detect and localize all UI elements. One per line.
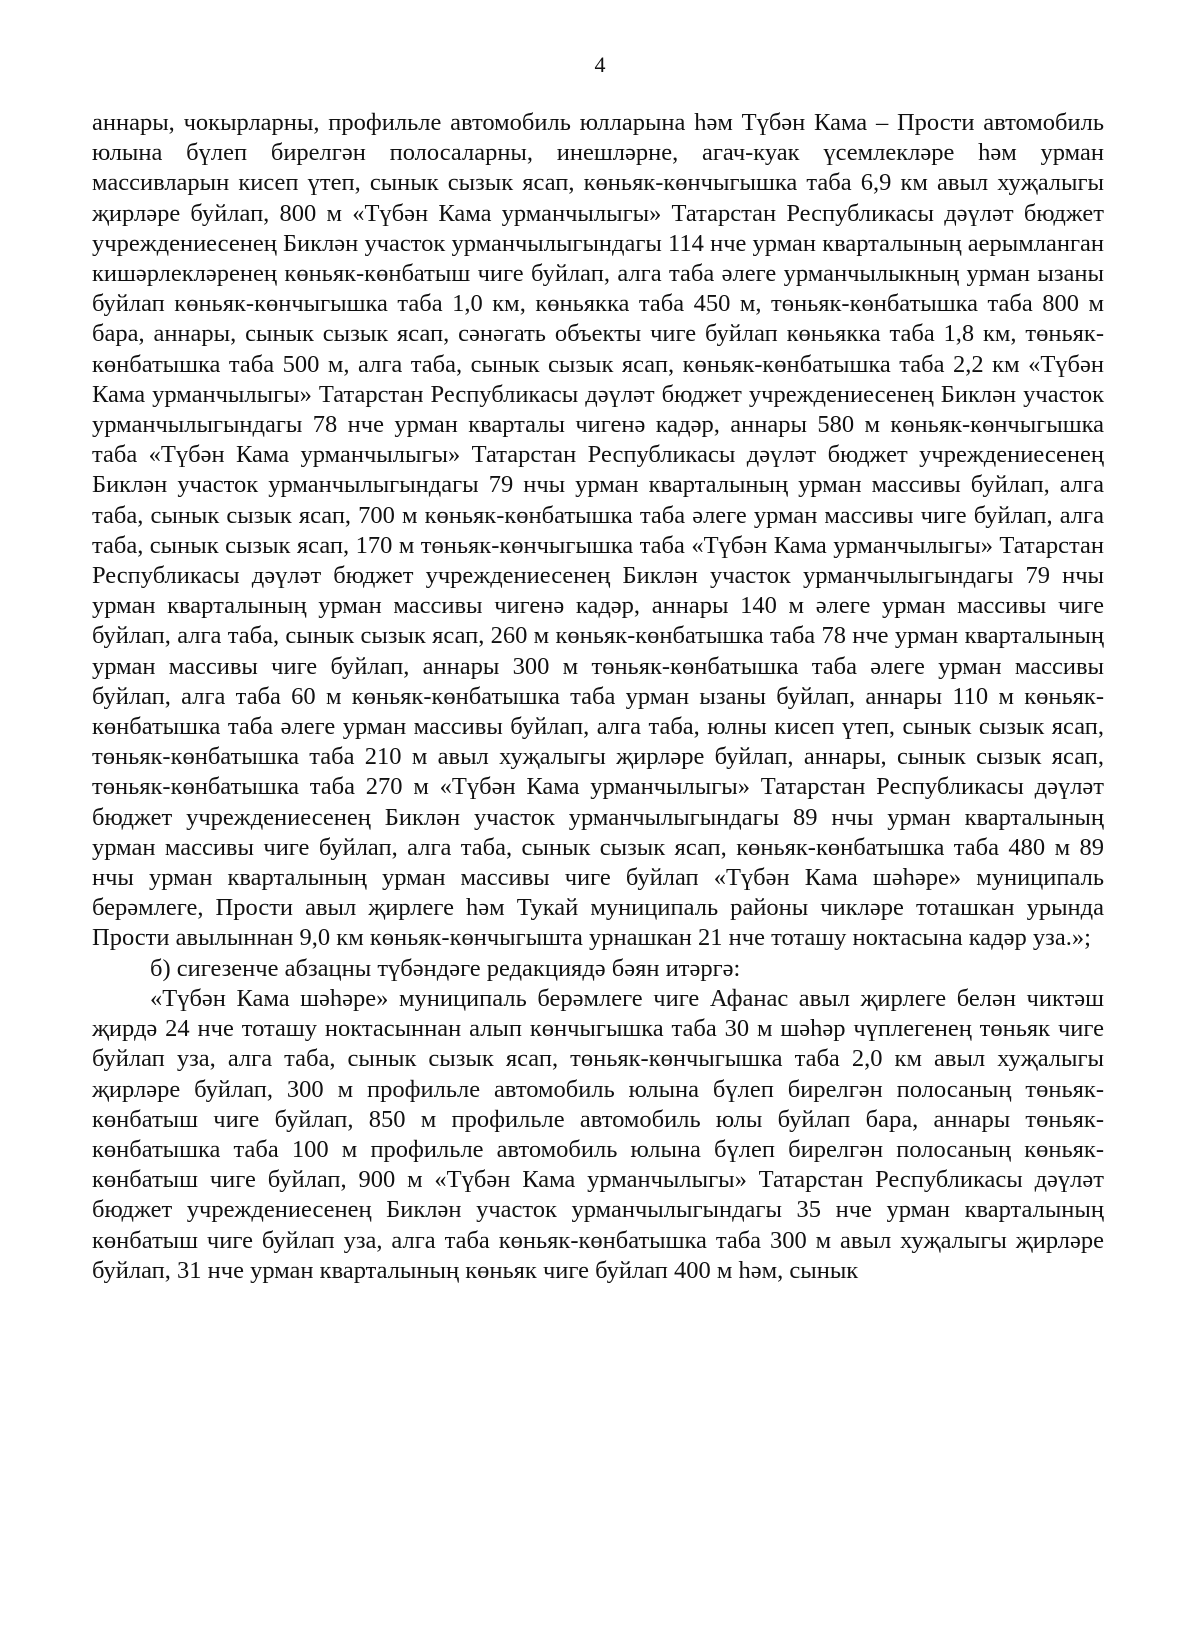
paragraph-new-boundary-text: «Түбән Кама шәһәре» муниципаль берәмлеге чиге Афанас авыл җирлеге белән чиктәш җирдә 24 нче тоташу ноктасыннан алып көнчыгышка таба 30 м шәһәр чүплегенең төньяк чиге буйлап уза, алга таба, сынык сызык ясап, төньяк-көнчыгышка таба 2,0 км авыл хуҗалыгы җирләре буйлап, 300 м профильле автомобиль юлына бүлеп бирелгән полосаның төньяк-көнбатыш чиге буйлап, 850 м профильле автомобиль юлы буйлап бара, аннары төньяк-көнбатышка таба 100 м профильле автомобиль юлына бүлеп бирелгән полосаның көньяк-көнбатыш чиге буйлап, 900 м «Түбән Кама урманчылыгы» Татарстан Республикасы дәүләт бюджет учреждениесенең Биклән участок урманчылыгындагы 35 нче урман кварталының көнбатыш чиге буйлап уза, алга таба көньяк-көнбатышка таба 300 м авыл хуҗалыгы җирләре буйлап, 31 нче урман кварталының көньяк чиге буйлап 400 м һәм, сынык [92, 984, 1104, 1284]
paragraph-boundary-description: аннары, чокырларны, профильле автомобиль юлларына һәм Түбән Кама – Прости автомобиль юлына бүлеп бирелгән полосаларны, инешләрне, агач-куак үсемлекләре һәм урман массивларын кисеп үтеп, сынык сызык ясап, көньяк-көнчыгышка таба 6,9 км авыл хуҗалыгы җирләре буйлап, 800 м «Түбән Кама урманчылыгы» Татарстан Республикасы дәүләт бюджет учреждениесенең Биклән участок урманчылыгындагы 114 нче урман кварталының аерымланган кишәрлекләренең көньяк-көнбатыш чиге буйлап, алга таба әлеге урманчылыкның урман ызаны буйлап көньяк-көнчыгышка таба 1,0 км, көньякка таба 450 м, төньяк-көнбатышка таба 800 м бара, аннары, сынык сызык ясап, сәнәгать объекты чиге буйлап көньякка таба 1,8 км, төньяк-көнбатышка таба 500 м, алга таба, сынык сызык ясап, көньяк-көнбатышка таба 2,2 км «Түбән Кама урманчылыгы» Татарстан Республикасы дәүләт бюджет учреждениесенең Биклән участок урманчылыгындагы 78 нче урман кварталы чигенә кадәр, аннары 580 м көньяк-көнчыгышка таба «Түбән Кама урманчылыгы» Татарстан Республикасы дәүләт бюджет учреждениесенең Биклән участок урманчылыгындагы 79 нчы урман кварталының урман массивы буйлап, алга таба, сынык сызык ясап, 700 м көньяк-көнбатышка таба әлеге урман массивы чиге буйлап, алга таба, сынык сызык ясап, 170 м төньяк-көнчыгышка таба «Түбән Кама урманчылыгы» Татарстан Республикасы дәүләт бюджет учреждениесенең Биклән участок урманчылыгындагы 79 нчы урман кварталының урман массивы чигенә кадәр, аннары 140 м әлеге урман массивы чиге буйлап, алга таба, сынык сызык ясап, 260 м көньяк-көнбатышка таба 78 нче урман кварталының урман массивы чиге буйлап, аннары 300 м төньяк-көнбатышка таба әлеге урман массивы буйлап, алга таба 60 м көньяк-көнбатышка таба урман ызаны буйлап, аннары 110 м көньяк-көнбатышка таба әлеге урман массивы буйлап, алга таба, юлны кисеп үтеп, сынык сызык ясап, төньяк-көнбатышка таба 210 м авыл хуҗалыгы җирләре буйлап, аннары, сынык сызык ясап, төньяк-көнбатышка таба 270 м «Түбән Кама урманчылыгы» Татарстан Республикасы дәүләт бюджет учреждениесенең Биклән участок урманчылыгындагы 89 нчы урман кварталының урман массивы чиге буйлап, алга таба, сынык сызык ясап, көньяк-көнбатышка таба 480 м 89 нчы урман кварталының урман массивы чиге буйлап «Түбән Кама шәһәре» муниципаль берәмлеге, Прости авыл җирлеге һәм Тукай муниципаль районы чикләре тоташкан урында Прости авылыннан 9,0 км көньяк-көнчыгышта урнашкан 21 нче тоташу ноктасына кадәр уза.»; [92, 109, 1104, 952]
document-body [92, 108, 1104, 1286]
page-number: 4 [594, 52, 606, 77]
paragraph-amendment-instruction: б) сигезенче абзацны түбәндәге редакциядә бәян итәргә: [150, 954, 741, 982]
